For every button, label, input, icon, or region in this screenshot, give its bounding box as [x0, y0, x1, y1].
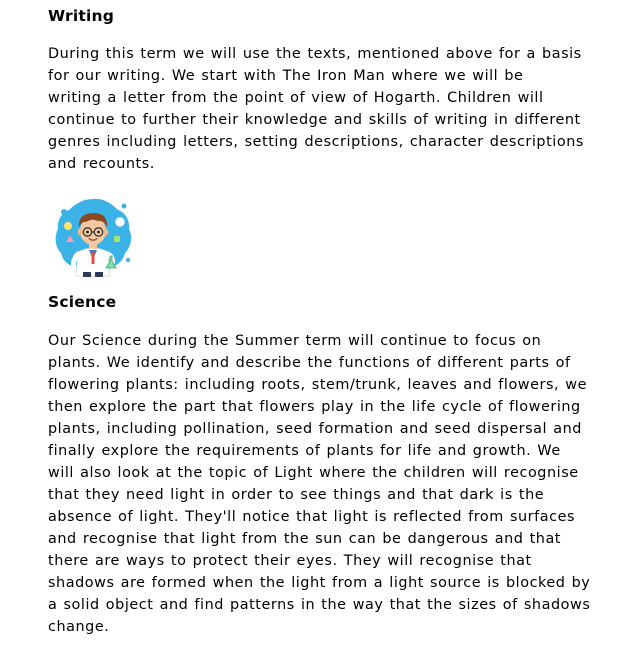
science-line: Our Science during the Summer term will continue to focus on: [48, 333, 542, 349]
science-line: finally explore the requirements of plants for life and growth. We: [48, 443, 561, 459]
science-line: then explore the part that flowers play in the life cycle of flowering: [48, 399, 581, 415]
writing-heading: Writing: [48, 7, 115, 25]
science-line: and recognise that light from the sun can be dangerous and that: [48, 531, 561, 547]
writing-line: genres including letters, setting descriptions, character descriptions: [48, 134, 584, 150]
science-line: plants, including pollination, seed formation and seed dispersal and: [48, 421, 582, 437]
science-line: flowering plants: including roots, stem/trunk, leaves and flowers, we: [48, 377, 588, 393]
science-line: will also look at the topic of Light where the children will recognise: [48, 465, 579, 481]
science-line: a solid object and find patterns in the way that the sizes of shadows: [48, 597, 591, 613]
science-line: shadows are formed when the light from a light source is blocked by: [48, 575, 591, 591]
science-line: absence of light. They'll notice that light is reflected from surfaces: [48, 509, 576, 525]
science-heading: Science: [48, 293, 117, 311]
writing-line: continue to further their knowledge and skills of writing in different: [48, 112, 581, 128]
science-line: that they need light in order to see things and that dark is the: [48, 487, 545, 503]
writing-line: for our writing. We start with The Iron Man where we will be: [48, 68, 524, 84]
science-line: change.: [48, 619, 110, 635]
writing-line: and recounts.: [48, 156, 155, 172]
writing-line: writing a letter from the point of view of Hogarth. Children will: [48, 90, 544, 106]
science-line: plants. We identify and describe the functions of different parts of: [48, 355, 571, 371]
science-paragraph: [48, 330, 608, 638]
science-line: there are ways to protect their eyes. They will recognise that: [48, 553, 532, 569]
writing-line: During this term we will use the texts, mentioned above for a basis: [48, 46, 582, 62]
writing-paragraph: [48, 43, 608, 175]
scientist-icon: [52, 196, 134, 278]
